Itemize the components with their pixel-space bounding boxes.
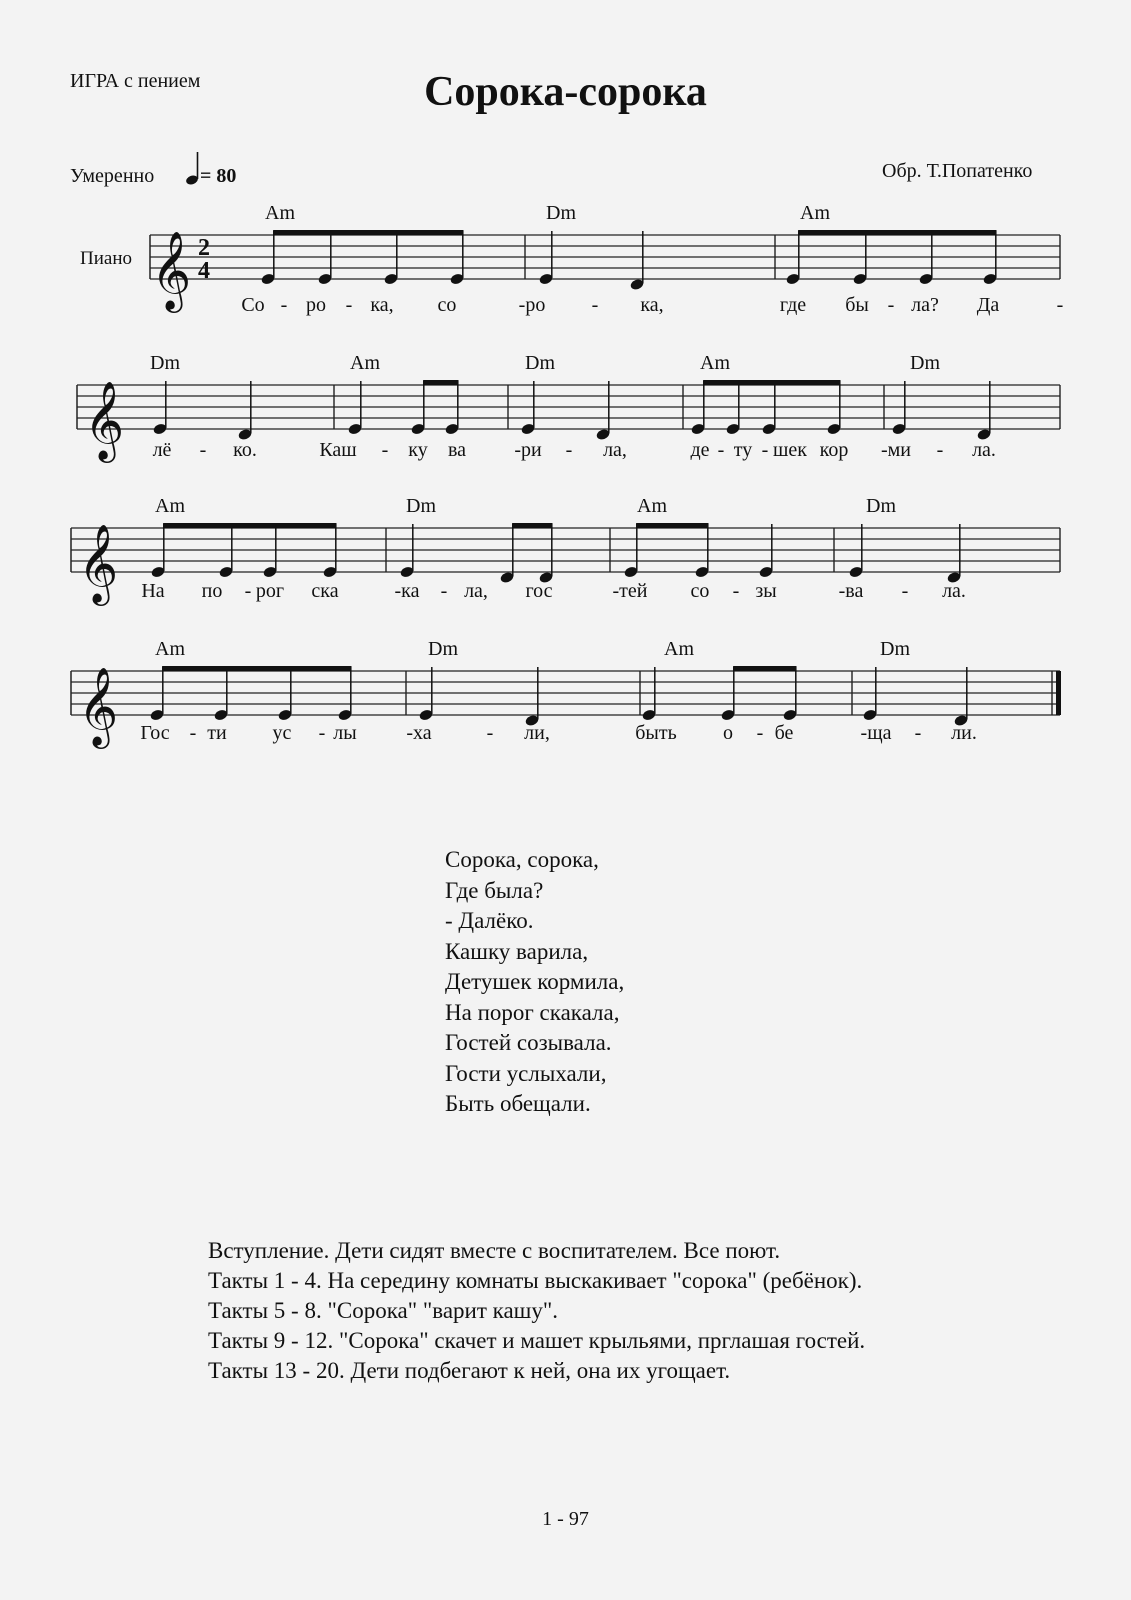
lyric-syllable: бе <box>774 722 794 744</box>
arranger-credit: Обр. Т.Попатенко <box>882 160 1033 182</box>
lyric-syllable: - <box>280 294 288 316</box>
song-title: Сорока-сорока <box>424 69 707 115</box>
lyric-syllable: ти <box>207 722 227 744</box>
lyric-syllable: де <box>690 439 710 461</box>
lyric-syllable: -ми <box>880 439 912 461</box>
lyric-syllable: лё <box>152 439 172 461</box>
beam <box>512 523 552 528</box>
beam <box>798 230 996 235</box>
lyric-syllable: - <box>440 580 448 602</box>
instruction-line: Такты 1 - 4. На середину комнаты выскакивает "сорока" (ребёнок). <box>208 1268 863 1293</box>
final-barline-thick <box>1056 671 1061 715</box>
tempo-marking: Умеренно <box>70 165 155 187</box>
page-number: 1 - 97 <box>542 1508 589 1530</box>
lyric-syllable: -ри <box>514 439 542 461</box>
game-instructions <box>208 1236 865 1386</box>
lyric-syllable: Да <box>976 294 1000 316</box>
lyric-syllable: ус <box>272 722 292 744</box>
verse-line: На порог скакала, <box>445 999 620 1025</box>
chord-symbol: Am <box>155 638 185 660</box>
beam <box>423 380 458 385</box>
lyric-syllable: зы <box>755 580 777 602</box>
chord-symbol: Am <box>155 495 185 517</box>
chord-symbol: Am <box>800 202 830 224</box>
lyric-syllable: ла. <box>972 439 996 461</box>
chord-symbol: Dm <box>428 638 458 660</box>
time-signature-bottom: 4 <box>198 258 210 284</box>
chord-symbol: Dm <box>910 352 940 374</box>
lyric-syllable: со <box>437 294 457 316</box>
treble-clef-icon: 𝄞 <box>78 667 119 746</box>
chord-symbol: Am <box>664 638 694 660</box>
lyric-syllable: - <box>565 439 573 461</box>
lyric-syllable: шек <box>773 439 807 461</box>
chord-symbol: Dm <box>525 352 555 374</box>
lyric-syllable: бы <box>845 294 869 316</box>
lyric-syllable: - <box>756 722 764 744</box>
beam <box>163 523 336 528</box>
treble-clef-icon: 𝄞 <box>84 381 125 460</box>
lyric-syllable: ли, <box>524 722 550 744</box>
chord-symbol: Am <box>265 202 295 224</box>
lyric-syllable: ска <box>311 580 339 602</box>
verse-line: Быть обещали. <box>445 1091 591 1116</box>
lyric-syllable: Гос <box>140 722 170 744</box>
lyric-syllable: быть <box>635 722 677 744</box>
verse-text <box>445 845 624 1120</box>
beam <box>273 230 463 235</box>
beam <box>162 666 351 671</box>
verse-line: Гости услыхали, <box>445 1060 607 1086</box>
lyric-syllable: - <box>936 439 944 461</box>
time-signature-top: 2 <box>198 235 210 261</box>
verse-line: - Далёко. <box>445 908 534 933</box>
beam <box>636 523 708 528</box>
chord-symbol: Dm <box>880 638 910 660</box>
chord-symbol: Am <box>700 352 730 374</box>
lyric-syllable: -тей <box>612 580 648 602</box>
tempo-bpm: = 80 <box>200 165 237 187</box>
lyric-syllable: -ща <box>860 722 892 744</box>
lyric-syllable: -ро <box>518 294 546 316</box>
lyric-syllable: ро <box>306 294 326 316</box>
lyric-syllable: Со <box>241 294 265 316</box>
lyric-syllable: где <box>779 294 807 316</box>
lyric-syllable: Каш <box>319 439 357 461</box>
lyric-syllable: -ка <box>394 580 420 602</box>
lyric-syllable: - <box>717 439 725 461</box>
treble-clef-icon: 𝄞 <box>78 524 119 603</box>
lyric-syllable: ту <box>733 439 753 461</box>
lyric-syllable: лы <box>333 722 357 744</box>
verse-line: Кашку варила, <box>445 938 589 964</box>
lyric-syllable: ла. <box>942 580 966 602</box>
lyric-syllable: ли. <box>951 722 977 744</box>
instruction-line: Такты 9 - 12. "Сорока" скачет и машет крыльями, прглашая гостей. <box>208 1328 866 1353</box>
instruction-line: Вступление. Дети сидят вместе с воспитателем. Все поют. <box>208 1238 781 1263</box>
lyric-syllable: по <box>201 580 223 602</box>
lyric-syllable: гос <box>525 580 553 602</box>
instruction-line: Такты 5 - 8. "Сорока" "варит кашу". <box>208 1298 559 1323</box>
lyric-syllable: ла, <box>464 580 488 602</box>
instruction-line: Такты 13 - 20. Дети подбегают к ней, она их угощает. <box>208 1358 731 1383</box>
chord-symbol: Dm <box>150 352 180 374</box>
lyric-syllable: - <box>761 439 769 461</box>
lyric-syllable: - <box>486 722 494 744</box>
lyric-syllable: ла? <box>911 294 939 316</box>
lyric-syllable: - <box>1056 294 1064 316</box>
chord-symbol: Dm <box>546 202 576 224</box>
lyric-syllable: -ва <box>838 580 864 602</box>
verse-line: Детушек кормила, <box>445 969 625 994</box>
beam <box>703 380 840 385</box>
lyric-syllable: кор <box>819 439 849 461</box>
lyric-syllable: ла, <box>603 439 627 461</box>
chord-symbol: Dm <box>406 495 436 517</box>
lyric-syllable: - <box>199 439 207 461</box>
lyric-syllable: ва <box>447 439 467 461</box>
lyric-syllable: - <box>732 580 740 602</box>
lyric-syllable: со <box>690 580 710 602</box>
lyric-syllable: - <box>189 722 197 744</box>
instrument-label: Пиано <box>80 248 132 269</box>
lyric-syllable: - <box>901 580 909 602</box>
lyric-syllable: ка, <box>370 294 394 316</box>
genre-label: ИГРА с пением <box>70 70 201 92</box>
chord-symbol: Dm <box>866 495 896 517</box>
lyric-syllable: рог <box>255 580 285 602</box>
lyric-syllable: - <box>244 580 252 602</box>
lyric-syllable: - <box>381 439 389 461</box>
verse-line: Гостей созывала. <box>445 1030 612 1055</box>
lyric-syllable: ку <box>408 439 428 461</box>
lyric-syllable: - <box>318 722 326 744</box>
beam <box>733 666 796 671</box>
lyric-syllable: о <box>723 722 733 744</box>
treble-clef-icon: 𝄞 <box>151 231 192 310</box>
lyric-syllable: - <box>887 294 895 316</box>
verse-line: Сорока, сорока, <box>445 847 599 872</box>
lyric-syllable: - <box>914 722 922 744</box>
chord-symbol: Am <box>637 495 667 517</box>
lyric-syllable: ко. <box>233 439 257 461</box>
lyric-syllable: - <box>591 294 599 316</box>
chord-symbol: Am <box>350 352 380 374</box>
lyric-syllable: -ха <box>406 722 432 744</box>
verse-line: Где была? <box>445 877 544 903</box>
lyric-syllable: - <box>345 294 353 316</box>
lyric-syllable: ка, <box>640 294 664 316</box>
lyric-syllable: На <box>141 580 165 602</box>
